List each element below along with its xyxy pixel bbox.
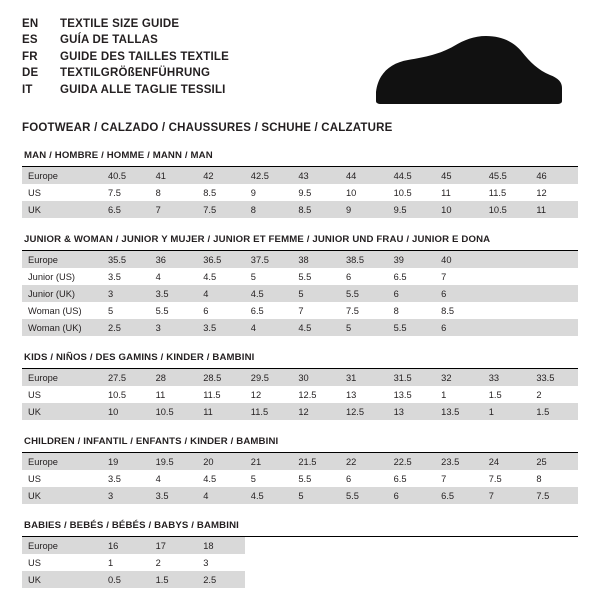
table-row [22, 470, 578, 487]
row-label: Woman (US) [22, 302, 102, 319]
language-row [22, 16, 229, 32]
cell: 12 [292, 403, 340, 420]
language-row [22, 65, 229, 81]
cell: 31.5 [388, 369, 436, 386]
cell: 5.5 [340, 487, 388, 504]
cell: 6.5 [245, 302, 293, 319]
cell: 29.5 [245, 369, 293, 386]
cell-empty [292, 554, 340, 571]
cell: 5.5 [292, 470, 340, 487]
cell: 38 [292, 251, 340, 268]
cell: 5.5 [292, 268, 340, 285]
cell: 6 [340, 470, 388, 487]
footwear-category-line: FOOTWEAR / CALZADO / CHAUSSURES / SCHUHE / CALZATURE [22, 122, 393, 134]
cell: 12.5 [340, 403, 388, 420]
cell: 0.5 [102, 571, 150, 588]
cell-empty [245, 537, 293, 554]
cell [530, 302, 578, 319]
cell [483, 285, 531, 302]
cell: 23.5 [435, 453, 483, 470]
row-label: US [22, 554, 102, 571]
cell: 6 [435, 319, 483, 336]
cell: 6.5 [388, 268, 436, 285]
cell: 5.5 [150, 302, 198, 319]
cell-empty [340, 537, 388, 554]
section-title: BABIES / BEBÉS / BÉBÉS / BABYS / BAMBINI [22, 520, 578, 537]
cell: 36.5 [197, 251, 245, 268]
row-label: Junior (UK) [22, 285, 102, 302]
cell: 40.5 [102, 167, 150, 184]
cell: 22 [340, 453, 388, 470]
row-label: Europe [22, 167, 102, 184]
language-title: TEXTILE SIZE GUIDE [60, 18, 180, 30]
cell: 6 [197, 302, 245, 319]
size-table [22, 369, 578, 420]
cell: 7.5 [197, 201, 245, 218]
size-table [22, 453, 578, 504]
cell-empty [483, 571, 531, 588]
cell: 11 [197, 403, 245, 420]
cell: 19.5 [150, 453, 198, 470]
cell: 6 [388, 487, 436, 504]
cell: 5 [292, 285, 340, 302]
cell: 3 [197, 554, 245, 571]
cell: 1.5 [483, 386, 531, 403]
language-code: FR [22, 50, 38, 63]
section-babies [22, 520, 578, 588]
cell: 7 [292, 302, 340, 319]
cell: 45.5 [483, 167, 531, 184]
table-row [22, 386, 578, 403]
row-label: Europe [22, 369, 102, 386]
cell: 35.5 [102, 251, 150, 268]
cell: 20 [197, 453, 245, 470]
row-label: US [22, 470, 102, 487]
cell-empty [340, 571, 388, 588]
cell: 3 [102, 487, 150, 504]
size-table [22, 167, 578, 218]
cell: 5 [292, 487, 340, 504]
cell [483, 319, 531, 336]
cell: 30 [292, 369, 340, 386]
cell: 44 [340, 167, 388, 184]
cell: 32 [435, 369, 483, 386]
cell: 4.5 [197, 268, 245, 285]
cell: 6.5 [102, 201, 150, 218]
section-title: CHILDREN / INFANTIL / ENFANTS / KINDER / BAMBINI [22, 436, 578, 453]
language-title: GUIDE DES TAILLES TEXTILE [60, 50, 229, 63]
cell: 16 [102, 537, 150, 554]
cell: 33.5 [530, 369, 578, 386]
cell: 7 [435, 470, 483, 487]
dress-shoe-icon [368, 30, 568, 110]
cell: 36 [150, 251, 198, 268]
cell: 8.5 [197, 184, 245, 201]
cell [530, 319, 578, 336]
cell: 28 [150, 369, 198, 386]
language-row [22, 32, 229, 48]
language-code: ES [22, 34, 38, 47]
language-title: GUÍA DE TALLAS [60, 34, 158, 47]
cell: 38.5 [340, 251, 388, 268]
cell [530, 285, 578, 302]
cell: 8 [150, 184, 198, 201]
cell: 7 [150, 201, 198, 218]
cell: 13.5 [435, 403, 483, 420]
cell: 4.5 [245, 487, 293, 504]
cell: 7.5 [530, 487, 578, 504]
cell: 7.5 [483, 470, 531, 487]
cell: 46 [530, 167, 578, 184]
cell: 10.5 [150, 403, 198, 420]
table-row [22, 453, 578, 470]
cell: 19 [102, 453, 150, 470]
document-header [22, 16, 578, 110]
cell: 9 [245, 184, 293, 201]
table-row [22, 251, 578, 268]
cell: 4 [197, 487, 245, 504]
language-code: DE [22, 67, 39, 80]
cell: 44.5 [388, 167, 436, 184]
row-label: UK [22, 403, 102, 420]
cell: 8 [245, 201, 293, 218]
section-title: MAN / HOMBRE / HOMME / MANN / MAN [22, 150, 578, 167]
cell: 3.5 [102, 470, 150, 487]
cell: 5.5 [340, 285, 388, 302]
table-row [22, 268, 578, 285]
cell: 1 [102, 554, 150, 571]
cell-empty [435, 537, 483, 554]
cell: 4.5 [197, 470, 245, 487]
language-code: IT [22, 83, 33, 96]
cell: 28.5 [197, 369, 245, 386]
cell: 5 [245, 470, 293, 487]
table-row [22, 285, 578, 302]
cell: 8.5 [292, 201, 340, 218]
cell: 10 [102, 403, 150, 420]
cell: 3.5 [197, 319, 245, 336]
cell: 6 [340, 268, 388, 285]
cell: 4 [197, 285, 245, 302]
cell: 13.5 [388, 386, 436, 403]
cell: 2.5 [197, 571, 245, 588]
cell: 24 [483, 453, 531, 470]
cell: 5.5 [388, 319, 436, 336]
language-title-list [22, 16, 229, 98]
section-title: JUNIOR & WOMAN / JUNIOR Y MUJER / JUNIOR ET FEMME / JUNIOR UND FRAU / JUNIOR E DONA [22, 234, 578, 251]
cell: 1 [435, 386, 483, 403]
section-children [22, 436, 578, 504]
table-row [22, 319, 578, 336]
cell: 42 [197, 167, 245, 184]
cell [483, 302, 531, 319]
language-code: EN [22, 18, 39, 30]
cell-empty [483, 537, 531, 554]
cell-empty [245, 554, 293, 571]
cell-empty [388, 537, 436, 554]
cell: 6.5 [388, 470, 436, 487]
cell: 2 [150, 554, 198, 571]
table-row [22, 302, 578, 319]
cell: 40 [435, 251, 483, 268]
table-row [22, 537, 578, 554]
cell: 18 [197, 537, 245, 554]
cell: 43 [292, 167, 340, 184]
cell: 11 [530, 201, 578, 218]
section-kids [22, 352, 578, 420]
section-title: KIDS / NIÑOS / DES GAMINS / KINDER / BAMBINI [22, 352, 578, 369]
cell: 11 [150, 386, 198, 403]
table-row [22, 369, 578, 386]
cell: 10.5 [388, 184, 436, 201]
cell: 8 [530, 470, 578, 487]
cell-empty [245, 571, 293, 588]
cell [483, 268, 531, 285]
row-label: US [22, 184, 102, 201]
cell: 6 [435, 285, 483, 302]
cell: 5 [102, 302, 150, 319]
table-row [22, 487, 578, 504]
cell: 8.5 [435, 302, 483, 319]
cell: 41 [150, 167, 198, 184]
cell-empty [530, 537, 578, 554]
cell: 11.5 [197, 386, 245, 403]
row-label: Europe [22, 251, 102, 268]
size-table [22, 537, 578, 588]
cell: 4.5 [292, 319, 340, 336]
cell-empty [435, 554, 483, 571]
cell: 10.5 [483, 201, 531, 218]
row-label: UK [22, 201, 102, 218]
cell: 9.5 [388, 201, 436, 218]
row-label: Woman (UK) [22, 319, 102, 336]
section-junior-woman [22, 234, 578, 336]
row-label: Europe [22, 453, 102, 470]
cell: 3.5 [150, 285, 198, 302]
row-label: UK [22, 487, 102, 504]
cell: 3 [150, 319, 198, 336]
cell: 5 [245, 268, 293, 285]
cell: 7 [483, 487, 531, 504]
cell: 1.5 [150, 571, 198, 588]
cell: 10 [340, 184, 388, 201]
cell-empty [530, 571, 578, 588]
cell-empty [340, 554, 388, 571]
language-title: GUIDA ALLE TAGLIE TESSILI [60, 83, 226, 96]
cell: 13 [388, 403, 436, 420]
cell-empty [435, 571, 483, 588]
cell: 6 [388, 285, 436, 302]
table-row [22, 201, 578, 218]
cell: 10.5 [102, 386, 150, 403]
cell: 39 [388, 251, 436, 268]
cell-empty [530, 554, 578, 571]
cell: 1.5 [530, 403, 578, 420]
cell: 4.5 [245, 285, 293, 302]
cell: 2.5 [102, 319, 150, 336]
cell: 10 [435, 201, 483, 218]
table-row [22, 167, 578, 184]
cell: 4 [150, 268, 198, 285]
table-row [22, 554, 578, 571]
cell: 11 [435, 184, 483, 201]
cell: 17 [150, 537, 198, 554]
cell: 7.5 [340, 302, 388, 319]
cell: 1 [483, 403, 531, 420]
section-man [22, 150, 578, 218]
cell: 7.5 [102, 184, 150, 201]
cell-empty [388, 571, 436, 588]
cell-empty [292, 571, 340, 588]
cell: 42.5 [245, 167, 293, 184]
cell [483, 251, 531, 268]
cell: 27.5 [102, 369, 150, 386]
cell: 9 [340, 201, 388, 218]
cell: 45 [435, 167, 483, 184]
cell: 13 [340, 386, 388, 403]
cell: 33 [483, 369, 531, 386]
cell: 5 [340, 319, 388, 336]
cell: 4 [245, 319, 293, 336]
cell-empty [292, 537, 340, 554]
cell: 3.5 [150, 487, 198, 504]
cell: 25 [530, 453, 578, 470]
cell-empty [388, 554, 436, 571]
cell: 8 [388, 302, 436, 319]
row-label: Junior (US) [22, 268, 102, 285]
cell: 37.5 [245, 251, 293, 268]
table-row [22, 184, 578, 201]
cell: 12 [530, 184, 578, 201]
cell: 4 [150, 470, 198, 487]
cell: 3 [102, 285, 150, 302]
cell: 22.5 [388, 453, 436, 470]
cell: 31 [340, 369, 388, 386]
language-row [22, 82, 229, 98]
cell: 9.5 [292, 184, 340, 201]
cell: 11.5 [245, 403, 293, 420]
table-row [22, 571, 578, 588]
cell: 7 [435, 268, 483, 285]
row-label: US [22, 386, 102, 403]
cell: 12.5 [292, 386, 340, 403]
language-row [22, 49, 229, 65]
table-row [22, 403, 578, 420]
cell: 11.5 [483, 184, 531, 201]
cell-empty [483, 554, 531, 571]
cell: 12 [245, 386, 293, 403]
row-label: UK [22, 571, 102, 588]
cell: 2 [530, 386, 578, 403]
cell: 6.5 [435, 487, 483, 504]
language-title: TEXTILGRÖßENFÜHRUNG [60, 67, 211, 80]
cell [530, 268, 578, 285]
cell: 21 [245, 453, 293, 470]
cell: 3.5 [102, 268, 150, 285]
cell: 21.5 [292, 453, 340, 470]
size-table [22, 251, 578, 336]
row-label: Europe [22, 537, 102, 554]
cell [530, 251, 578, 268]
